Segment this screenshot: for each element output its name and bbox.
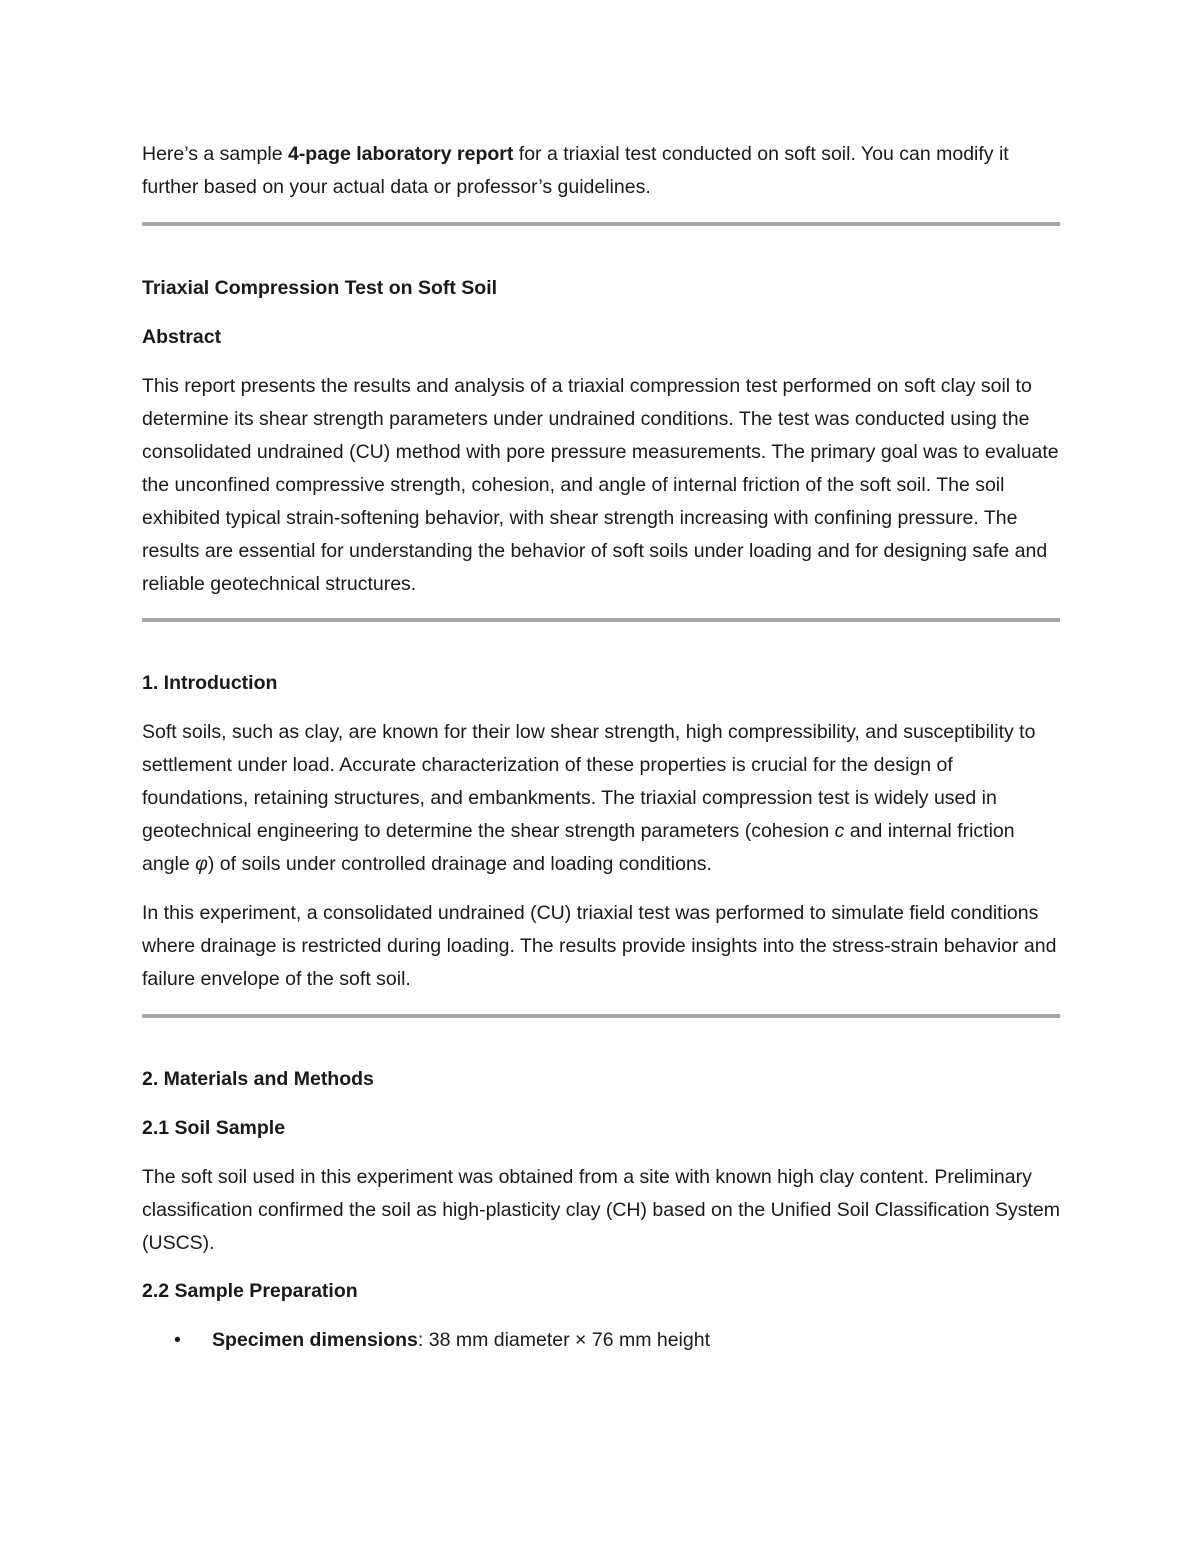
document-page (142, 138, 1060, 1357)
preparation-list (142, 1324, 1060, 1357)
intro-text-end: for a triaxial test conducted on soft soil. You can modify it further based on your actual data or professor’s guidelines. (142, 143, 1009, 198)
list-item-value: 38 mm diameter × 76 mm height (423, 1329, 710, 1351)
intro-p1-text-end: ) of soils under controlled drainage and loading conditions. (207, 853, 712, 875)
cohesion-symbol: c (834, 820, 845, 842)
report-title: Triaxial Compression Test on Soft Soil (142, 277, 498, 299)
bullet-icon: • (174, 1329, 181, 1351)
list-item (142, 1324, 1060, 1357)
soil-sample-text: The soft soil used in this experiment was obtained from a site with known high clay content. Preliminary classification confirmed the soil as high-plasticity clay (CH) based on the Unified Soil Classification System (USCS). (142, 1166, 1060, 1254)
intro-text-start: Here’s a sample (142, 143, 288, 165)
abstract-heading: Abstract (142, 326, 222, 348)
soil-sample-heading: 2.1 Soil Sample (142, 1117, 286, 1139)
horizontal-rule (142, 222, 1060, 226)
horizontal-rule (142, 618, 1060, 622)
abstract-text: This report presents the results and analysis of a triaxial compression test performed on soft clay soil to determine its shear strength parameters under undrained conditions. The test was conducted using the consolidated undrained (CU) method with pore pressure measurements. The primary goal was to evaluate the unconfined compressive strength, cohesion, and angle of internal friction of the soft soil. The soil exhibited typical strain-softening behavior, with shear strength increasing with confining pressure. The results are essential for understanding the behavior of soft soils under loading and for designing safe and reliable geotechnical structures. (142, 375, 1059, 595)
sample-preparation-heading: 2.2 Sample Preparation (142, 1280, 358, 1302)
intro-p1-text-a: Soft soils, such as clay, are known for their low shear strength, high compressibility, and susceptibility to settlement under load. Accurate characterization of these properties is crucial for the design of foundations, retaining structures, and embankments. The triaxial compression test is widely used in geotechnical engineering to determine the shear strength parameters (cohesion (142, 721, 1036, 842)
introduction-paragraph-2: In this experiment, a consolidated undrained (CU) triaxial test was performed to simulate field conditions where drainage is restricted during loading. The results provide insights into the stress-strain behavior and failure envelope of the soft soil. (142, 902, 1057, 990)
list-item-colon: : (417, 1329, 424, 1351)
friction-angle-symbol: φ (195, 853, 208, 875)
horizontal-rule (142, 1014, 1060, 1018)
intro-paragraph (142, 138, 1060, 204)
introduction-paragraph-1 (142, 716, 1060, 881)
introduction-heading: 1. Introduction (142, 672, 278, 694)
intro-p1-text-b: and internal friction angle (142, 820, 1015, 875)
intro-bold-text: 4-page laboratory report (287, 143, 514, 165)
materials-heading: 2. Materials and Methods (142, 1068, 374, 1090)
list-item-label: Specimen dimensions (212, 1329, 418, 1351)
